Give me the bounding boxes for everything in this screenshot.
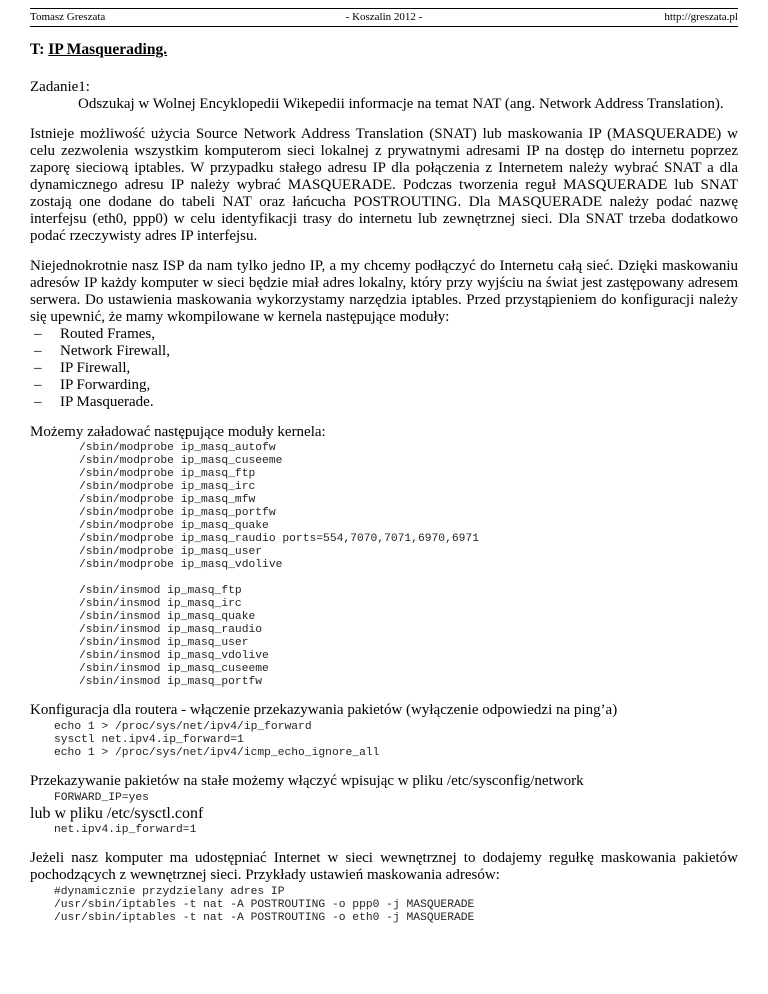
load-modules-label: Możemy załadować następujące moduły kernela: <box>30 424 326 440</box>
code-line: /sbin/insmod ip_masq_cuseeme <box>79 663 269 675</box>
code-line: /sbin/modprobe ip_masq_raudio ports=554,7070,7071,6970,6971 <box>79 533 479 545</box>
code-line: /sbin/insmod ip_masq_vdolive <box>79 650 269 662</box>
code-line: echo 1 > /proc/sys/net/ipv4/icmp_echo_ignore_all <box>54 747 380 759</box>
code-line: #dynamicznie przydzielany adres IP <box>54 886 285 898</box>
code-line: /sbin/modprobe ip_masq_portfw <box>79 507 276 519</box>
page-title <box>30 41 738 58</box>
code-line: /sbin/insmod ip_masq_user <box>79 637 249 649</box>
title-topic: IP Masquerading. <box>48 41 168 58</box>
code-line: /sbin/insmod ip_masq_portfw <box>79 676 263 688</box>
paragraph-snat-masquerade: Istnieje możliwość użycia Source Network Address Translation (SNAT) lub maskowania IP (MASQUERADE) w celu zezwolenia wszystkim komputerom sieci lokalnej z prywatnymi adresami IP na dostęp do internetu poprzez zaporę sieciową iptables. W przypadku stałego adresu IP dla połączenia z Internetem należy wybrać SNAT a dla dynamicznego adresu IP należy wybrać MASQUERADE. Podczas tworzenia reguł MASQUERADE lub SNAT zostają one dodane do tabeli NAT oraz łańcucha POSTROUTING. Dla MASQUERADE należy podać nazwę interfejsu (eth0, ppp0) w celu identyfikacji trasy do internetu lub zewnętrznej sieci. Dla SNAT trzeba dodatkowo podać rzeczywisty adres IP interfejsu. <box>30 126 738 244</box>
header-url: http://greszata.pl <box>664 11 738 23</box>
task-label: Zadanie1: <box>30 79 90 95</box>
code-line: /sbin/modprobe ip_masq_ftp <box>79 468 256 480</box>
code-line: /usr/sbin/iptables -t nat -A POSTROUTING -o eth0 -j MASQUERADE <box>54 912 475 924</box>
code-line: /sbin/modprobe ip_masq_user <box>79 546 263 558</box>
list-item: – Network Firewall, <box>30 343 738 360</box>
sysctl-file-label: lub w pliku /etc/sysctl.conf <box>30 805 204 822</box>
paragraph-isp: Niejednokrotnie nasz ISP da nam tylko jedno IP, a my chcemy podłączyć do Internetu całą sieć. Dzięki maskowaniu adresów IP każdy komputer w sieci będzie miał adres lokalny, który przy wyjściu na świat jest zastępowany adresem serwera. Do ustawienia maskowania wykorzystamy narzędzia iptables. Przed przystąpieniem do konfiguracji należy się upewnić, że mamy wkompilowane w kernela następujące moduły: <box>30 258 738 325</box>
document-page <box>30 8 738 925</box>
code-line: /sbin/modprobe ip_masq_mfw <box>79 494 256 506</box>
list-item: – IP Forwarding, <box>30 377 738 394</box>
code-line: echo 1 > /proc/sys/net/ipv4/ip_forward <box>54 721 312 733</box>
code-line: /sbin/modprobe ip_masq_cuseeme <box>79 455 283 467</box>
code-line: /sbin/modprobe ip_masq_irc <box>79 481 256 493</box>
code-line: /sbin/insmod ip_masq_irc <box>79 598 242 610</box>
kernel-modules-list <box>30 326 738 411</box>
code-line: /sbin/modprobe ip_masq_quake <box>79 520 269 532</box>
code-line: /sbin/modprobe ip_masq_autofw <box>79 442 276 454</box>
sysctl-code-line: net.ipv4.ip_forward=1 <box>54 824 197 836</box>
code-line: /sbin/insmod ip_masq_raudio <box>79 624 263 636</box>
list-item: – IP Firewall, <box>30 360 738 377</box>
task-text: Odszukaj w Wolnej Encyklopedii Wikepedii informacje na temat NAT (ang. Network Address Translation). <box>78 96 724 112</box>
code-line: /sbin/modprobe ip_masq_vdolive <box>79 559 283 571</box>
router-config-label: Konfiguracja dla routera - włączenie przekazywania pakietów (wyłączenie odpowiedzi na ping’a) <box>30 702 618 718</box>
header-location: - Koszalin 2012 - <box>345 11 423 23</box>
list-item: – Routed Frames, <box>30 326 738 343</box>
header-author: Tomasz Greszata <box>30 11 106 23</box>
network-code-line: FORWARD_IP=yes <box>54 792 149 804</box>
code-line: /usr/sbin/iptables -t nat -A POSTROUTING -o ppp0 -j MASQUERADE <box>54 899 475 911</box>
code-line: sysctl net.ipv4.ip_forward=1 <box>54 734 244 746</box>
masquerade-label: Jeżeli nasz komputer ma udostępniać Internet w sieci wewnętrznej to dodajemy regułkę maskowania pakietów pochodzących z wewnętrznej sieci. Przykłady ustawień maskowania adresów: <box>30 850 738 883</box>
modprobe-code-block <box>30 442 738 572</box>
page-header <box>30 8 738 27</box>
masquerade-code-block <box>30 886 738 925</box>
code-line: /sbin/insmod ip_masq_ftp <box>79 585 242 597</box>
network-file-label: Przekazywanie pakietów na stałe możemy włączyć wpisując w pliku /etc/sysconfig/network <box>30 773 584 789</box>
router-code-block <box>30 721 738 760</box>
code-line: /sbin/insmod ip_masq_quake <box>79 611 256 623</box>
insmod-code-block <box>30 585 738 689</box>
list-item: – IP Masquerade. <box>30 394 738 411</box>
title-prefix: T: <box>30 41 49 58</box>
